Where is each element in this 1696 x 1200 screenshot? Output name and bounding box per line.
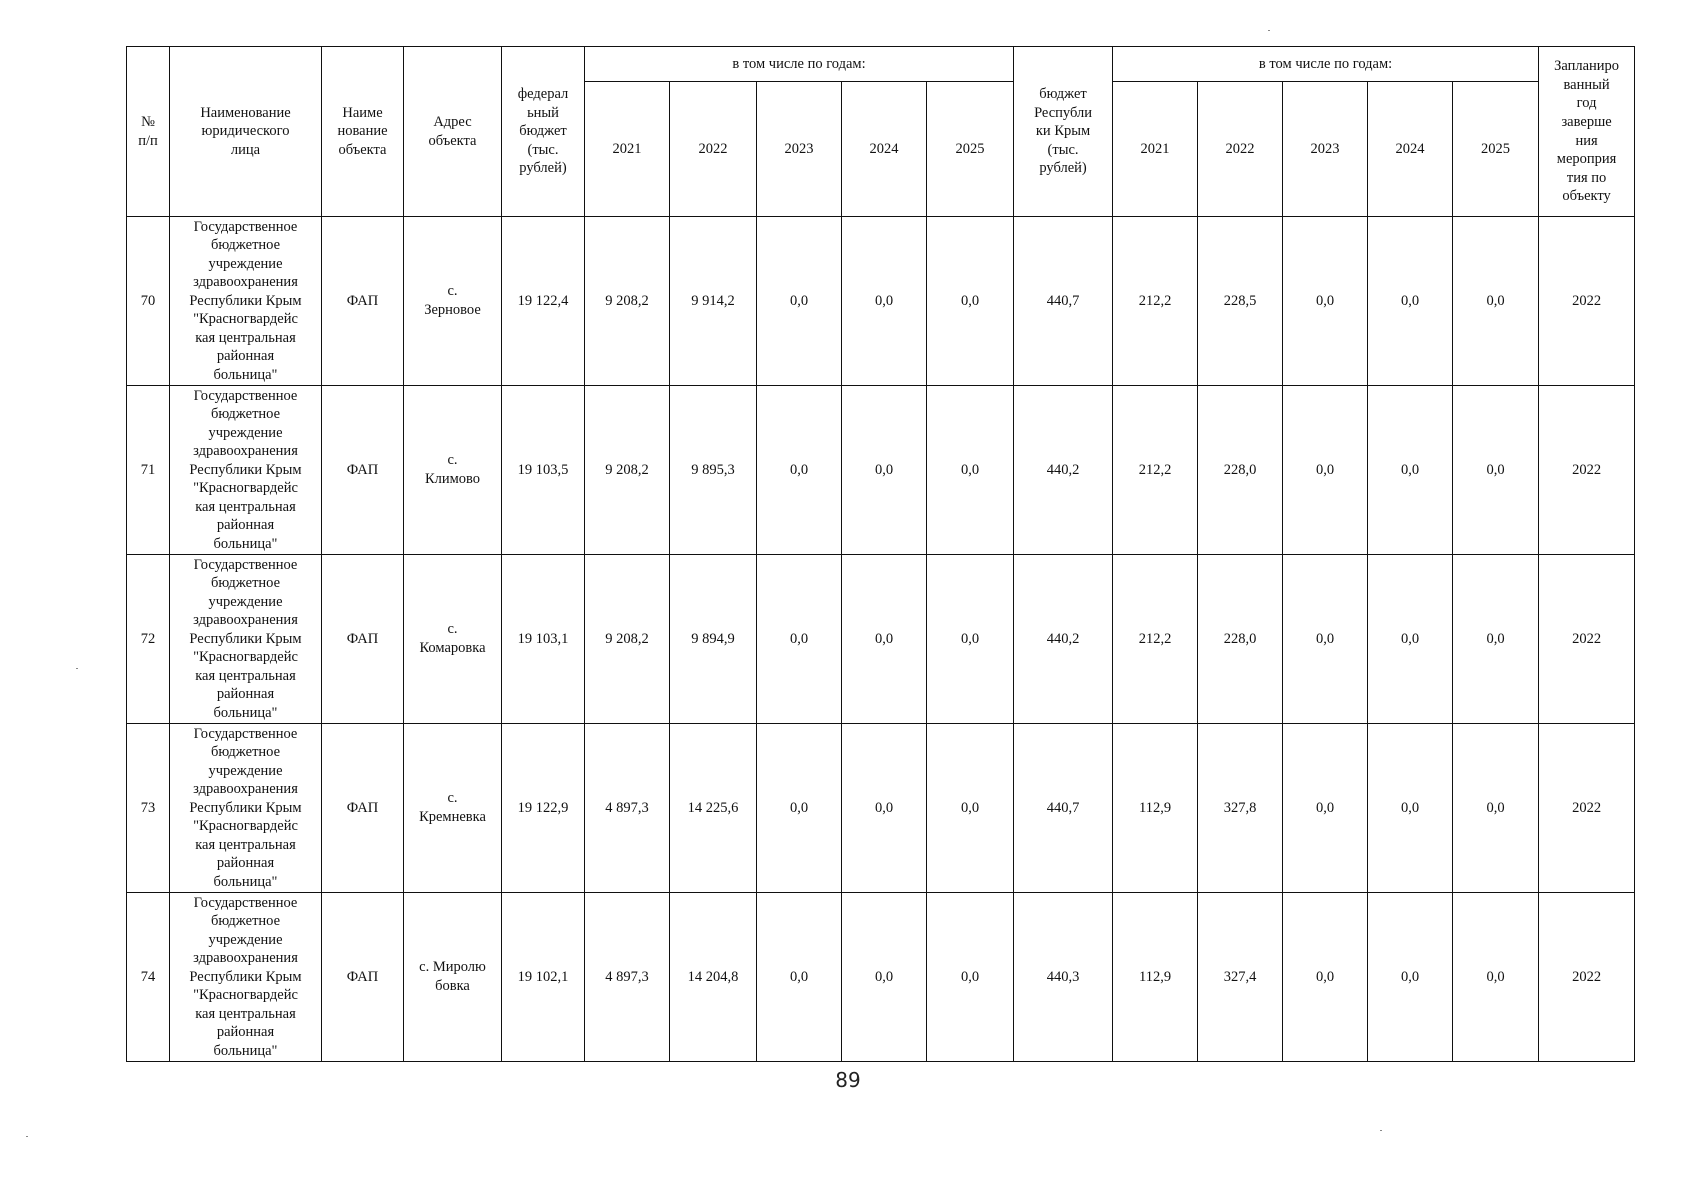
org-name: Государственное бюджетное учреждение здравоохранения Республики Крым "Красногвардейс кая центральная районная больница" bbox=[170, 386, 322, 555]
completion-year: 2022 bbox=[1539, 217, 1635, 386]
scan-speck bbox=[26, 1136, 28, 1137]
header-republic-year: 2025 bbox=[1453, 82, 1539, 217]
header-completion: Запланиро ванный год заверше ния мероприя тия по объекту bbox=[1539, 47, 1635, 217]
header-republic: бюджет Республи ки Крым (тыс. рублей) bbox=[1014, 47, 1113, 217]
federal-2021: 4 897,3 bbox=[585, 893, 670, 1062]
row-number: 74 bbox=[127, 893, 170, 1062]
federal-total: 19 103,5 bbox=[502, 386, 585, 555]
object-address: с. Миролю бовка bbox=[404, 893, 502, 1062]
republic-2023: 0,0 bbox=[1283, 555, 1368, 724]
federal-2023: 0,0 bbox=[757, 217, 842, 386]
republic-2022: 228,0 bbox=[1198, 555, 1283, 724]
federal-total: 19 122,9 bbox=[502, 724, 585, 893]
federal-2022: 9 894,9 bbox=[670, 555, 757, 724]
republic-2025: 0,0 bbox=[1453, 893, 1539, 1062]
header-federal-year: 2022 bbox=[670, 82, 757, 217]
federal-2024: 0,0 bbox=[842, 555, 927, 724]
header-federal-year: 2025 bbox=[927, 82, 1014, 217]
republic-2021: 212,2 bbox=[1113, 386, 1198, 555]
republic-2022: 228,0 bbox=[1198, 386, 1283, 555]
object-address: с. Комаровка bbox=[404, 555, 502, 724]
federal-total: 19 102,1 bbox=[502, 893, 585, 1062]
republic-2024: 0,0 bbox=[1368, 555, 1453, 724]
scan-speck bbox=[76, 668, 78, 669]
republic-2022: 228,5 bbox=[1198, 217, 1283, 386]
federal-2024: 0,0 bbox=[842, 893, 927, 1062]
federal-2021: 9 208,2 bbox=[585, 386, 670, 555]
republic-2024: 0,0 bbox=[1368, 386, 1453, 555]
row-number: 70 bbox=[127, 217, 170, 386]
table-row bbox=[127, 893, 1635, 1062]
object-address: с. Климово bbox=[404, 386, 502, 555]
federal-2023: 0,0 bbox=[757, 555, 842, 724]
header-federal-year: 2024 bbox=[842, 82, 927, 217]
federal-total: 19 122,4 bbox=[502, 217, 585, 386]
object-name: ФАП bbox=[322, 555, 404, 724]
header-republic-year: 2022 bbox=[1198, 82, 1283, 217]
republic-2024: 0,0 bbox=[1368, 217, 1453, 386]
header-num: № п/п bbox=[127, 47, 170, 217]
completion-year: 2022 bbox=[1539, 893, 1635, 1062]
header-federal-year: 2021 bbox=[585, 82, 670, 217]
republic-2022: 327,8 bbox=[1198, 724, 1283, 893]
federal-2024: 0,0 bbox=[842, 217, 927, 386]
republic-total: 440,7 bbox=[1014, 724, 1113, 893]
republic-2021: 212,2 bbox=[1113, 217, 1198, 386]
header-row-top bbox=[127, 47, 1635, 82]
object-name: ФАП bbox=[322, 724, 404, 893]
row-number: 73 bbox=[127, 724, 170, 893]
scan-speck bbox=[1380, 1130, 1382, 1131]
republic-2023: 0,0 bbox=[1283, 893, 1368, 1062]
federal-2021: 9 208,2 bbox=[585, 555, 670, 724]
completion-year: 2022 bbox=[1539, 555, 1635, 724]
federal-2021: 4 897,3 bbox=[585, 724, 670, 893]
table-row bbox=[127, 724, 1635, 893]
table-row bbox=[127, 217, 1635, 386]
republic-2021: 212,2 bbox=[1113, 555, 1198, 724]
table-row bbox=[127, 386, 1635, 555]
republic-2025: 0,0 bbox=[1453, 217, 1539, 386]
republic-total: 440,2 bbox=[1014, 555, 1113, 724]
object-address: с. Кремневка bbox=[404, 724, 502, 893]
federal-2025: 0,0 bbox=[927, 893, 1014, 1062]
republic-2023: 0,0 bbox=[1283, 386, 1368, 555]
header-federal: федерал ьный бюджет (тыс. рублей) bbox=[502, 47, 585, 217]
federal-2022: 14 225,6 bbox=[670, 724, 757, 893]
header-republic-year: 2023 bbox=[1283, 82, 1368, 217]
object-name: ФАП bbox=[322, 386, 404, 555]
republic-2024: 0,0 bbox=[1368, 724, 1453, 893]
federal-2025: 0,0 bbox=[927, 555, 1014, 724]
org-name: Государственное бюджетное учреждение здравоохранения Республики Крым "Красногвардейс кая центральная районная больница" bbox=[170, 893, 322, 1062]
federal-2023: 0,0 bbox=[757, 893, 842, 1062]
federal-2025: 0,0 bbox=[927, 724, 1014, 893]
scan-speck bbox=[1268, 30, 1270, 31]
federal-2025: 0,0 bbox=[927, 217, 1014, 386]
federal-2023: 0,0 bbox=[757, 386, 842, 555]
org-name: Государственное бюджетное учреждение здравоохранения Республики Крым "Красногвардейс кая центральная районная больница" bbox=[170, 724, 322, 893]
federal-2023: 0,0 bbox=[757, 724, 842, 893]
header-federal-by-years: в том числе по годам: bbox=[585, 47, 1014, 82]
object-address: с. Зерновое bbox=[404, 217, 502, 386]
federal-2024: 0,0 bbox=[842, 724, 927, 893]
header-republic-year: 2021 bbox=[1113, 82, 1198, 217]
federal-2021: 9 208,2 bbox=[585, 217, 670, 386]
federal-2022: 14 204,8 bbox=[670, 893, 757, 1062]
federal-2022: 9 914,2 bbox=[670, 217, 757, 386]
republic-2025: 0,0 bbox=[1453, 386, 1539, 555]
republic-total: 440,3 bbox=[1014, 893, 1113, 1062]
federal-2024: 0,0 bbox=[842, 386, 927, 555]
object-name: ФАП bbox=[322, 893, 404, 1062]
republic-2024: 0,0 bbox=[1368, 893, 1453, 1062]
row-number: 71 bbox=[127, 386, 170, 555]
org-name: Государственное бюджетное учреждение здравоохранения Республики Крым "Красногвардейс кая центральная районная больница" bbox=[170, 555, 322, 724]
object-name: ФАП bbox=[322, 217, 404, 386]
header-federal-year: 2023 bbox=[757, 82, 842, 217]
page-number: 89 bbox=[835, 1068, 861, 1092]
header-org: Наименование юридического лица bbox=[170, 47, 322, 217]
republic-2021: 112,9 bbox=[1113, 724, 1198, 893]
republic-2023: 0,0 bbox=[1283, 217, 1368, 386]
header-address: Адрес объекта bbox=[404, 47, 502, 217]
header-republic-by-years: в том числе по годам: bbox=[1113, 47, 1539, 82]
republic-total: 440,7 bbox=[1014, 217, 1113, 386]
budget-table bbox=[126, 46, 1635, 1062]
republic-total: 440,2 bbox=[1014, 386, 1113, 555]
org-name: Государственное бюджетное учреждение здравоохранения Республики Крым "Красногвардейс кая центральная районная больница" bbox=[170, 217, 322, 386]
republic-2023: 0,0 bbox=[1283, 724, 1368, 893]
header-republic-year: 2024 bbox=[1368, 82, 1453, 217]
completion-year: 2022 bbox=[1539, 386, 1635, 555]
completion-year: 2022 bbox=[1539, 724, 1635, 893]
table-row bbox=[127, 555, 1635, 724]
republic-2025: 0,0 bbox=[1453, 555, 1539, 724]
header-object: Наиме нование объекта bbox=[322, 47, 404, 217]
federal-total: 19 103,1 bbox=[502, 555, 585, 724]
row-number: 72 bbox=[127, 555, 170, 724]
republic-2025: 0,0 bbox=[1453, 724, 1539, 893]
republic-2022: 327,4 bbox=[1198, 893, 1283, 1062]
republic-2021: 112,9 bbox=[1113, 893, 1198, 1062]
federal-2025: 0,0 bbox=[927, 386, 1014, 555]
federal-2022: 9 895,3 bbox=[670, 386, 757, 555]
